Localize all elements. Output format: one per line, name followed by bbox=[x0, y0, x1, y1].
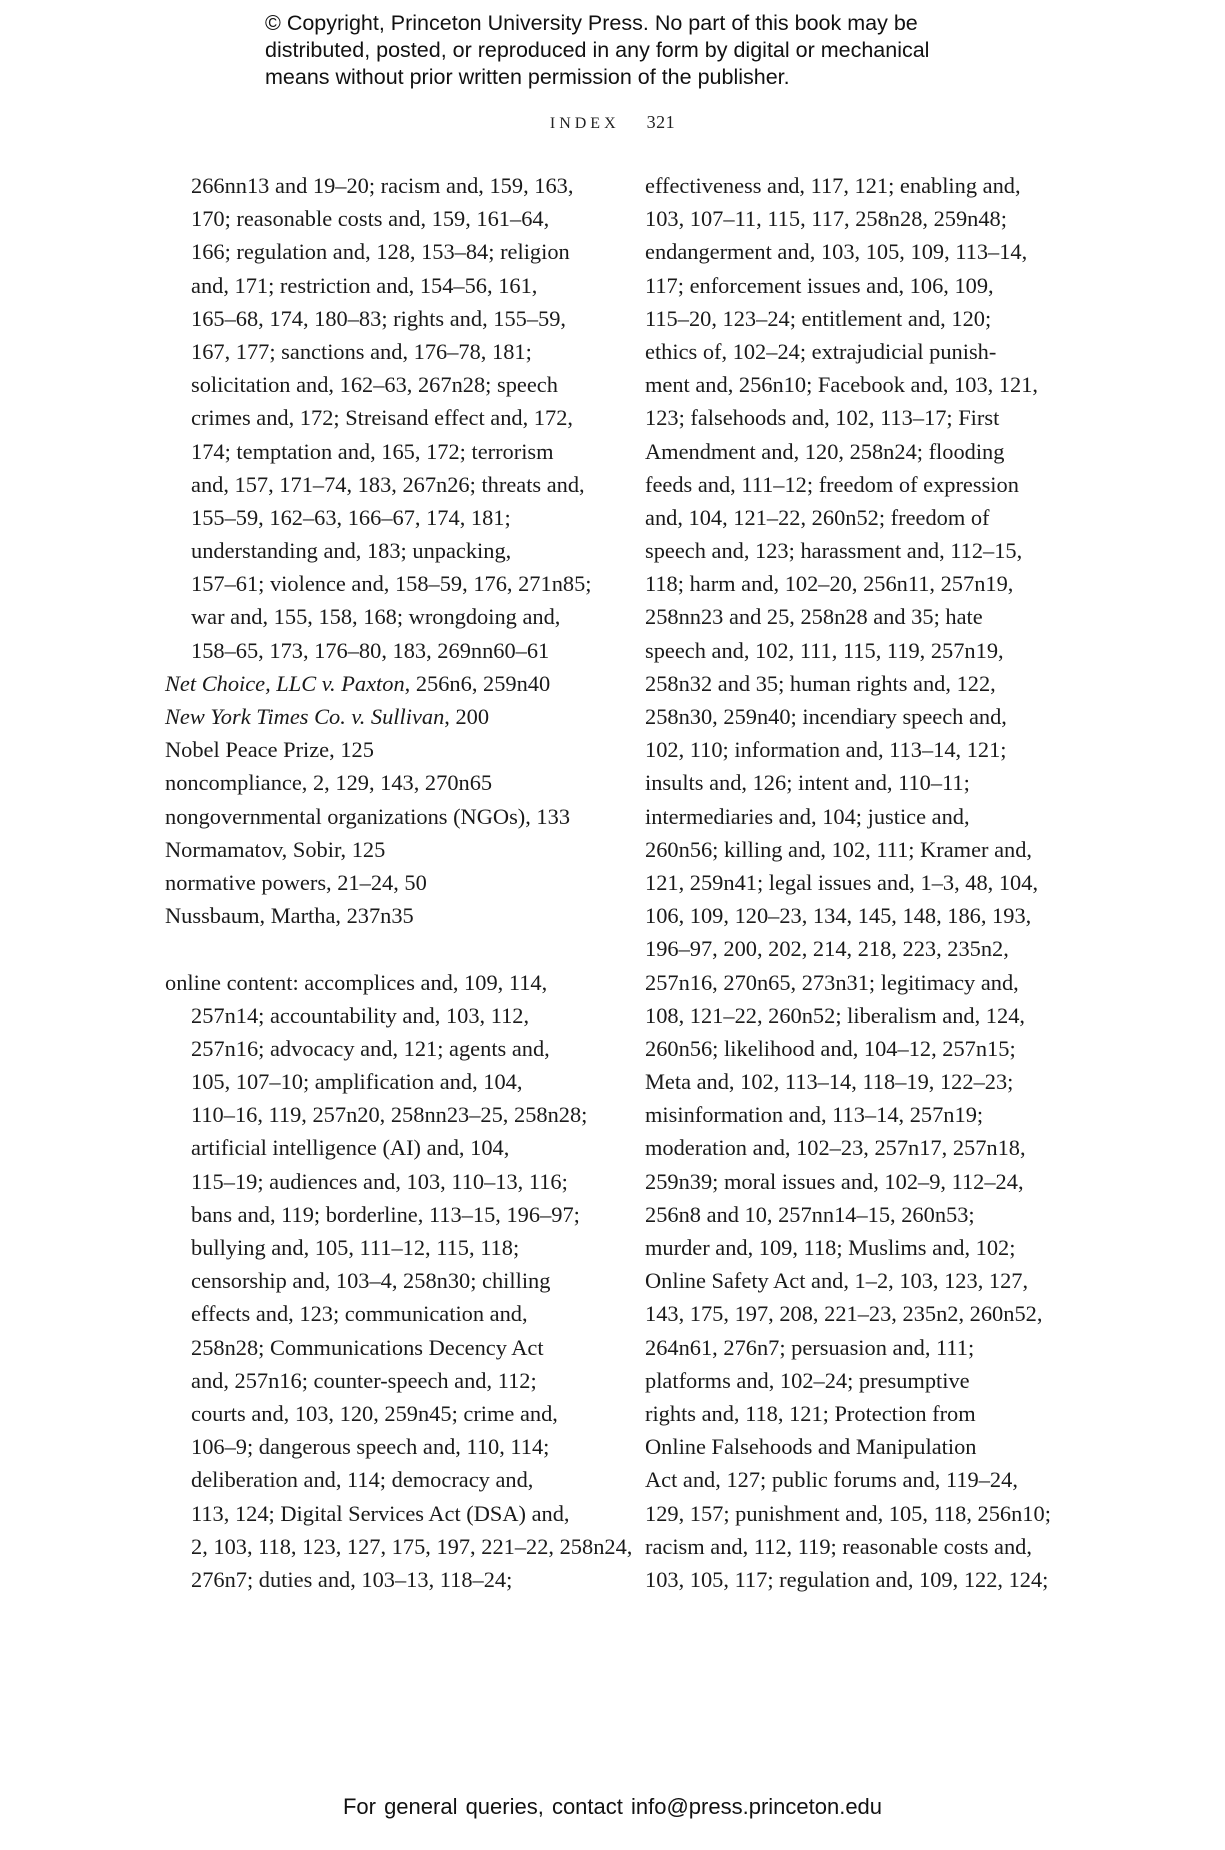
index-line: feeds and, 111–12; freedom of expression bbox=[645, 471, 1019, 497]
index-line: 108, 121–22, 260n52; liberalism and, 124, bbox=[645, 1002, 1025, 1028]
index-line: 256n8 and 10, 257nn14–15, 260n53; bbox=[645, 1201, 975, 1227]
index-line: 276n7; duties and, 103–13, 118–24; bbox=[191, 1566, 513, 1592]
copyright-line: © Copyright, Princeton University Press. No part of this book may be bbox=[265, 11, 918, 35]
index-line: courts and, 103, 120, 259n45; crime and, bbox=[191, 1400, 558, 1426]
index-line: 129, 157; punishment and, 105, 118, 256n10; bbox=[645, 1500, 1051, 1526]
copyright-line: distributed, posted, or reproduced in any form by digital or mechanical bbox=[265, 38, 930, 62]
index-line: and, 157, 171–74, 183, 267n26; threats and, bbox=[191, 471, 585, 497]
index-line: 165–68, 174, 180–83; rights and, 155–59, bbox=[191, 305, 567, 331]
index-column-right bbox=[645, 169, 1055, 1596]
index-line: speech and, 123; harassment and, 112–15, bbox=[645, 538, 1023, 564]
index-line: Act and, 127; public forums and, 119–24, bbox=[645, 1467, 1018, 1493]
index-line: 258n28; Communications Decency Act bbox=[191, 1334, 544, 1360]
index-line: 143, 175, 197, 208, 221–23, 235n2, 260n52, bbox=[645, 1301, 1043, 1327]
index-line: 158–65, 173, 176–80, 183, 269nn60–61 bbox=[191, 637, 550, 663]
index-column-left bbox=[165, 169, 633, 1596]
index-line: 264n61, 276n7; persuasion and, 111; bbox=[645, 1334, 975, 1360]
index-line: Amendment and, 120, 258n24; flooding bbox=[645, 438, 1005, 464]
index-line: bans and, 119; borderline, 113–15, 196–97; bbox=[191, 1201, 580, 1227]
copyright-notice bbox=[265, 10, 985, 91]
index-line: bullying and, 105, 111–12, 115, 118; bbox=[191, 1235, 520, 1260]
index-line: 123; falsehoods and, 102, 113–17; First bbox=[645, 405, 1000, 431]
index-line: 257n16; advocacy and, 121; agents and, bbox=[191, 1035, 550, 1061]
index-line: 106, 109, 120–23, 134, 145, 148, 186, 193, bbox=[645, 903, 1032, 929]
index-line: 170; reasonable costs and, 159, 161–64, bbox=[191, 206, 550, 232]
index-line: 115–19; audiences and, 103, 110–13, 116; bbox=[191, 1168, 568, 1194]
index-line: crimes and, 172; Streisand effect and, 172, bbox=[191, 405, 573, 431]
index-line: intermediaries and, 104; justice and, bbox=[645, 803, 970, 829]
index-line: ethics of, 102–24; extrajudicial punish- bbox=[645, 338, 997, 364]
index-line: 259n39; moral issues and, 102–9, 112–24, bbox=[645, 1168, 1024, 1194]
index-line: 257n14; accountability and, 103, 112, bbox=[191, 1002, 530, 1028]
index-entry: noncompliance, 2, 129, 143, 270n65 bbox=[165, 770, 493, 796]
index-line: 103, 107–11, 115, 117, 258n28, 259n48; bbox=[645, 206, 1007, 232]
index-entry: nongovernmental organizations (NGOs), 133 bbox=[165, 803, 571, 829]
index-entry: New York Times Co. v. Sullivan, 200 bbox=[165, 704, 490, 729]
index-line: 266nn13 and 19–20; racism and, 159, 163, bbox=[191, 173, 574, 198]
index-line: effectiveness and, 117, 121; enabling and, bbox=[645, 173, 1021, 198]
index-line: censorship and, 103–4, 258n30; chilling bbox=[191, 1268, 551, 1294]
index-line: understanding and, 183; unpacking, bbox=[191, 538, 512, 564]
index-line: 257n16, 270n65, 273n31; legitimacy and, bbox=[645, 969, 1019, 995]
index-line: ment and, 256n10; Facebook and, 103, 121, bbox=[645, 372, 1039, 398]
index-line: deliberation and, 114; democracy and, bbox=[191, 1467, 534, 1493]
index-line: 117; enforcement issues and, 106, 109, bbox=[645, 272, 994, 298]
index-line: 118; harm and, 102–20, 256n11, 257n19, bbox=[645, 571, 1014, 597]
index-entry: normative powers, 21–24, 50 bbox=[165, 869, 427, 895]
index-line: 110–16, 119, 257n20, 258nn23–25, 258n28; bbox=[191, 1102, 588, 1128]
page-number: 321 bbox=[646, 112, 676, 132]
index-line: 258n32 and 35; human rights and, 122, bbox=[645, 670, 996, 696]
index-line: Meta and, 102, 113–14, 118–19, 122–23; bbox=[645, 1069, 1014, 1095]
index-line: endangerment and, 103, 105, 109, 113–14, bbox=[645, 239, 1028, 265]
index-line: effects and, 123; communication and, bbox=[191, 1301, 528, 1327]
index-line: moderation and, 102–23, 257n17, 257n18, bbox=[645, 1135, 1026, 1161]
index-line: murder and, 109, 118; Muslims and, 102; bbox=[645, 1235, 1016, 1260]
index-line: rights and, 118, 121; Protection from bbox=[645, 1400, 976, 1426]
index-line: and, 257n16; counter-speech and, 112; bbox=[191, 1367, 537, 1393]
running-head-section: INDEX bbox=[549, 115, 620, 132]
index-line: 102, 110; information and, 113–14, 121; bbox=[645, 737, 1007, 763]
index-line: 115–20, 123–24; entitlement and, 120; bbox=[645, 305, 992, 331]
index-line: artificial intelligence (AI) and, 104, bbox=[191, 1135, 510, 1161]
index-entry: Normamatov, Sobir, 125 bbox=[165, 836, 386, 862]
copyright-line: means without prior written permission of the publisher. bbox=[265, 65, 790, 89]
index-line: racism and, 112, 119; reasonable costs and, bbox=[645, 1533, 1032, 1559]
index-line: 155–59, 162–63, 166–67, 174, 181; bbox=[191, 504, 511, 530]
index-line: war and, 155, 158, 168; wrongdoing and, bbox=[191, 604, 561, 630]
case-name: Net Choice, LLC v. Paxton bbox=[165, 670, 405, 696]
index-line: 260n56; killing and, 102, 111; Kramer and, bbox=[645, 836, 1033, 862]
index-line: solicitation and, 162–63, 267n28; speech bbox=[191, 372, 558, 398]
index-line: 121, 259n41; legal issues and, 1–3, 48, 104, bbox=[645, 869, 1039, 895]
letter-group-gap bbox=[165, 932, 595, 965]
index-line: 167, 177; sanctions and, 176–78, 181; bbox=[191, 338, 532, 364]
index-line: 105, 107–10; amplification and, 104, bbox=[191, 1069, 523, 1095]
case-name: New York Times Co. v. Sullivan bbox=[165, 704, 445, 729]
index-entry: Nobel Peace Prize, 125 bbox=[165, 737, 374, 763]
index-line: 174; temptation and, 165, 172; terrorism bbox=[191, 438, 554, 464]
index-line: 166; regulation and, 128, 153–84; religion bbox=[191, 239, 570, 265]
running-head bbox=[0, 112, 1225, 133]
index-line: 2, 103, 118, 123, 127, 175, 197, 221–22, 258n24, bbox=[191, 1533, 633, 1559]
index-line: 258nn23 and 25, 258n28 and 35; hate bbox=[645, 604, 983, 630]
footer-contact: For general queries, contact info@press.princeton.edu bbox=[342, 1794, 883, 1819]
index-line: 106–9; dangerous speech and, 110, 114; bbox=[191, 1434, 550, 1460]
index-line: platforms and, 102–24; presumptive bbox=[645, 1367, 970, 1393]
index-line: 157–61; violence and, 158–59, 176, 271n85; bbox=[191, 571, 592, 597]
index-line: 260n56; likelihood and, 104–12, 257n15; bbox=[645, 1035, 1016, 1061]
index-line: 258n30, 259n40; incendiary speech and, bbox=[645, 704, 1007, 729]
index-entry: Net Choice, LLC v. Paxton, 256n6, 259n40 bbox=[165, 670, 551, 696]
index-line: Online Falsehoods and Manipulation bbox=[645, 1434, 977, 1460]
index-line: and, 171; restriction and, 154–56, 161, bbox=[191, 272, 538, 298]
index-entry: Nussbaum, Martha, 237n35 bbox=[165, 903, 414, 929]
index-line: misinformation and, 113–14, 257n19; bbox=[645, 1102, 984, 1128]
index-line: 196–97, 200, 202, 214, 218, 223, 235n2, bbox=[645, 936, 1009, 962]
index-entry-online-content: online content: accomplices and, 109, 114, bbox=[165, 969, 548, 995]
index-line: 113, 124; Digital Services Act (DSA) and, bbox=[191, 1500, 570, 1526]
index-line: 103, 105, 117; regulation and, 109, 122, 124; bbox=[645, 1566, 1049, 1592]
index-line: and, 104, 121–22, 260n52; freedom of bbox=[645, 504, 990, 530]
index-line: insults and, 126; intent and, 110–11; bbox=[645, 770, 970, 796]
index-line: speech and, 102, 111, 115, 119, 257n19, bbox=[645, 637, 1004, 663]
index-line: Online Safety Act and, 1–2, 103, 123, 127, bbox=[645, 1268, 1029, 1294]
